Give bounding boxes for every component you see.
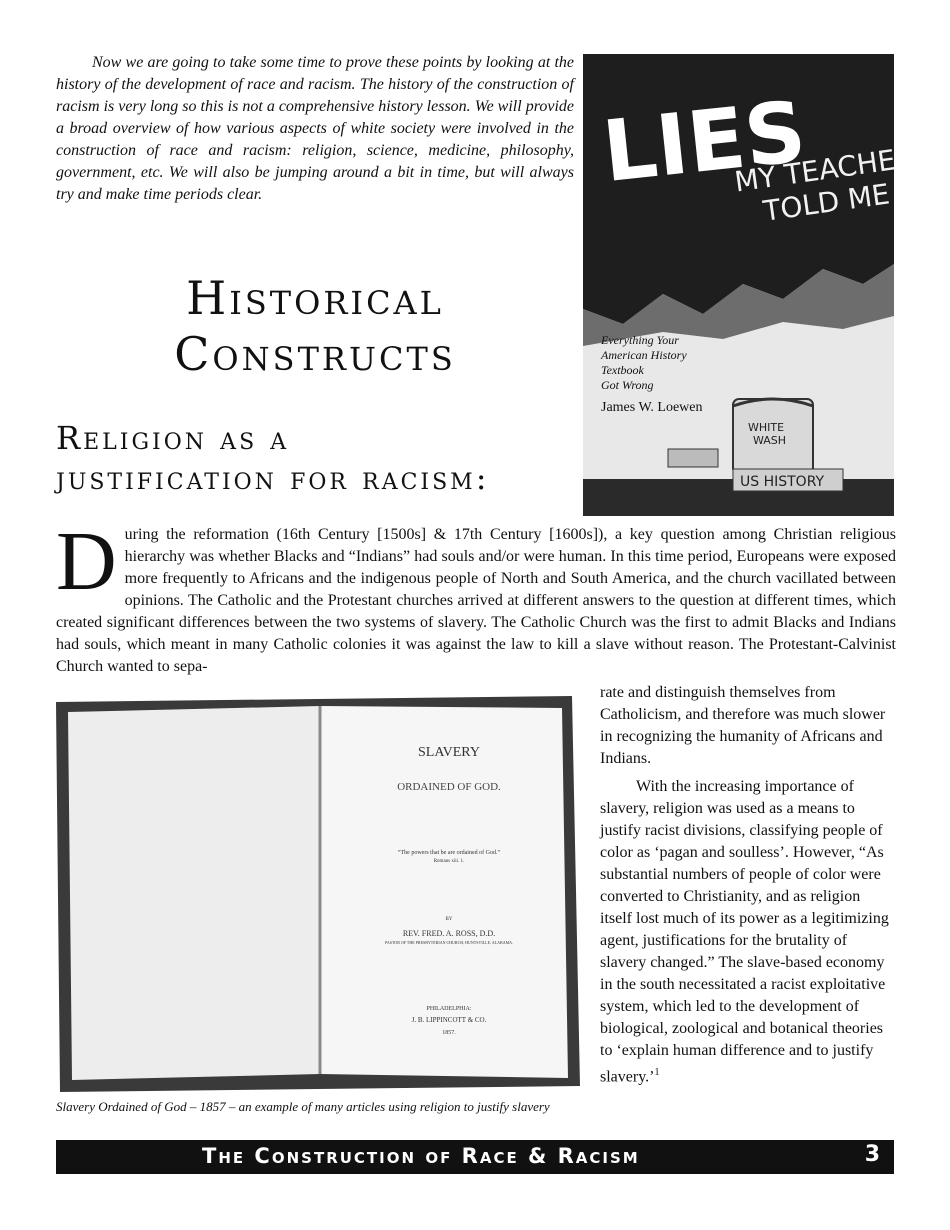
footnote-mark: 1 — [654, 1067, 660, 1078]
book-by: BY — [445, 917, 453, 922]
book-author: REV. FRED. A. ROSS, D.D. — [402, 929, 496, 938]
right-column-text — [600, 682, 890, 1094]
book-title: SLAVERY — [418, 745, 480, 760]
drop-cap: D — [56, 515, 117, 608]
cover-book-label: US HISTORY — [740, 474, 825, 490]
footer-title: The Construction of Race & Racism — [202, 1144, 640, 1168]
slavery-ordained-book-image — [52, 694, 582, 1094]
section-title-line2: Constructs — [174, 327, 456, 381]
book-caption: Slavery Ordained of God – 1857 – an example of many articles using religion to justify slavery — [56, 1099, 550, 1114]
cover-subtitle-line1: MY TEACHER — [732, 140, 894, 199]
intro-paragraph: Now we are going to take some time to prove these points by looking at the history of the development of race and racism. The history of the construction of racism is very long so this is not a comprehensive history lesson. We will provide a broad overview of how various aspects of white society were involved in the construction of race and racism: religion, science, medicine, philosophy, government, etc. We will also be jumping around a bit in time, but will always try and make time periods clear. — [56, 54, 574, 203]
subsection-title — [56, 418, 576, 498]
cover-subtitle-line2: TOLD ME — [761, 177, 892, 228]
section-title — [56, 270, 574, 382]
book-year: 1857. — [442, 1030, 456, 1036]
book-city: PHILADELPHIA: — [426, 1006, 472, 1012]
book-author-note: PASTOR OF THE PRESBYTERIAN CHURCH, HUNTSVILLE, ALABAMA. — [384, 940, 514, 945]
column-paragraph-1: rate and distinguish themselves from Catholicism, and therefore was much slower in recognizing the humanity of Africans and Indians. — [600, 684, 886, 767]
cover-tagline-line1: Everything Your — [601, 333, 679, 347]
cover-tagline-line3: Textbook — [601, 363, 644, 377]
paragraph-1-text: uring the reformation (16th Century [1500s] & 17th Century [1600s]), a key question among Christian religious hierarchy was whether Blacks and “Indians” had souls and/or were human. In this time period, Europeans were exposed more frequently to Africans and the indigenous people of North and South America, and the church vacillated between opinions. The Catholic and the Protestant churches arrived at different answers to the question at different times, which created significant differences between the two systems of slavery. The Catholic Church was the first to admit Blacks and Indians had souls, which meant in many Catholic colonies it was against the law to kill a slave without reason. The Protestant-Calvinist Church wanted to sepa- — [56, 526, 896, 675]
body-paragraph-1 — [56, 515, 896, 678]
can-label-2: WASH — [753, 434, 787, 447]
book-publisher: J. B. LIPPINCOTT & CO. — [411, 1016, 487, 1024]
page-number: 3 — [864, 1142, 880, 1167]
column-paragraph-2-text: With the increasing importance of slavery, religion was used as a means to justify racist divisions, classifying people of color as ‘pagan and soulless’. However, “As substantial numbers of people of color were converted to Christianity, and as religion itself lost much of its power as a legitimizing agent, justifications for the brutality of slavery changed.” The slave-based economy in the south necessitated a racist exploitative system, which led to the development of biological, zoological and botanical theories to ‘explain human difference and to justify slavery.’ — [600, 778, 889, 1086]
page-footer — [56, 1140, 894, 1174]
section-title-line1: Historical — [186, 271, 444, 325]
book-quote-ref: Romans xiii. 1. — [433, 859, 465, 864]
subsection-title-line2: justification for racism: — [56, 459, 490, 497]
column-paragraph-2 — [600, 776, 890, 1088]
subsection-title-line1: Religion as a — [56, 419, 290, 457]
lies-book-cover-image — [583, 54, 894, 516]
cover-author: James W. Loewen — [601, 400, 703, 415]
intro-text — [56, 52, 574, 206]
book-subtitle: ORDAINED OF GOD. — [397, 781, 501, 793]
cover-title: LIES — [598, 82, 811, 202]
cover-tagline-line4: Got Wrong — [601, 378, 654, 392]
book-quote: “The powers that be are ordained of God.” — [397, 850, 501, 856]
cover-tagline-line2: American History — [601, 348, 687, 362]
can-label-1: WHITE — [748, 421, 785, 434]
